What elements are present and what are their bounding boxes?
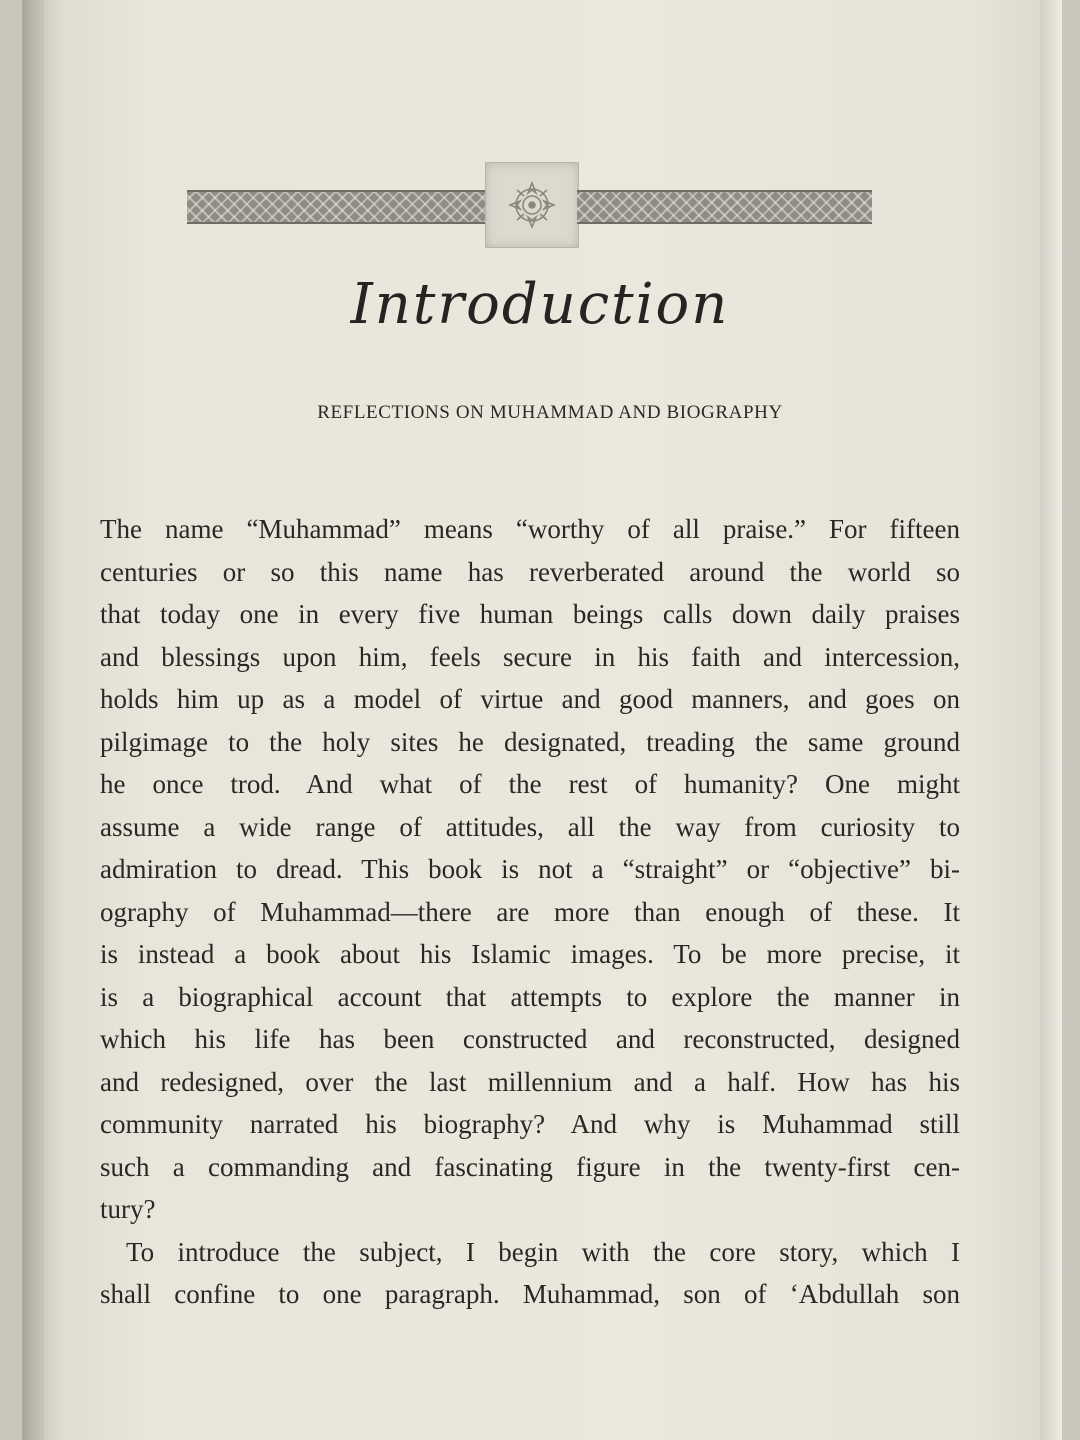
ornament-medallion <box>485 162 579 248</box>
text-line: and blessings upon him, feels secure in his faith and intercession, <box>100 641 960 672</box>
text-line: community narrated his biography? And why is Muhammad still <box>100 1109 960 1139</box>
ornament-band-right <box>577 190 872 224</box>
text-line: centuries or so this name has reverberated around the world so <box>100 556 960 587</box>
paragraph-2 <box>100 1231 960 1316</box>
text-line: holds him up as a model of virtue and good manners, and goes on <box>100 684 960 714</box>
ornament-band-left <box>187 190 485 224</box>
text-line: assume a wide range of attitudes, all the way from curiosity to <box>100 811 960 842</box>
page-gutter-shadow <box>22 0 44 1440</box>
chapter-subtitle: REFLECTIONS ON MUHAMMAD AND BIOGRAPHY <box>317 402 783 423</box>
body-text <box>100 508 960 1316</box>
chapter-ornament <box>187 162 872 246</box>
text-line: which his life has been constructed and reconstructed, designed <box>100 1024 960 1054</box>
paragraph-1 <box>100 508 960 1231</box>
chapter-title: Introduction <box>350 272 730 337</box>
text-line: that today one in every five human beings calls down daily praises <box>100 599 960 629</box>
text-line: admiration to dread. This book is not a “straight” or “objective” bi- <box>100 854 960 884</box>
text-line: tury? <box>100 1194 156 1224</box>
text-line: he once trod. And what of the rest of humanity? One might <box>100 769 960 799</box>
text-line: shall confine to one paragraph. Muhammad, son of ‘Abdullah son <box>100 1279 960 1309</box>
text-line: To introduce the subject, I begin with the core story, which I <box>126 1236 960 1267</box>
book-page <box>22 0 1062 1440</box>
text-line: is instead a book about his Islamic images. To be more precise, it <box>100 939 960 969</box>
text-line: and redesigned, over the last millennium and a half. How has his <box>100 1066 960 1097</box>
text-line: pilgimage to the holy sites he designated, treading the same ground <box>100 726 960 757</box>
page-edge <box>1040 0 1062 1440</box>
text-line: ography of Muhammad—there are more than enough of these. It <box>100 896 960 927</box>
text-line: The name “Muhammad” means “worthy of all praise.” For fifteen <box>100 514 960 544</box>
text-line: is a biographical account that attempts to explore the manner in <box>100 981 960 1012</box>
rosette-icon <box>486 163 578 247</box>
text-line: such a commanding and fascinating figure in the twenty-first cen- <box>100 1151 960 1182</box>
